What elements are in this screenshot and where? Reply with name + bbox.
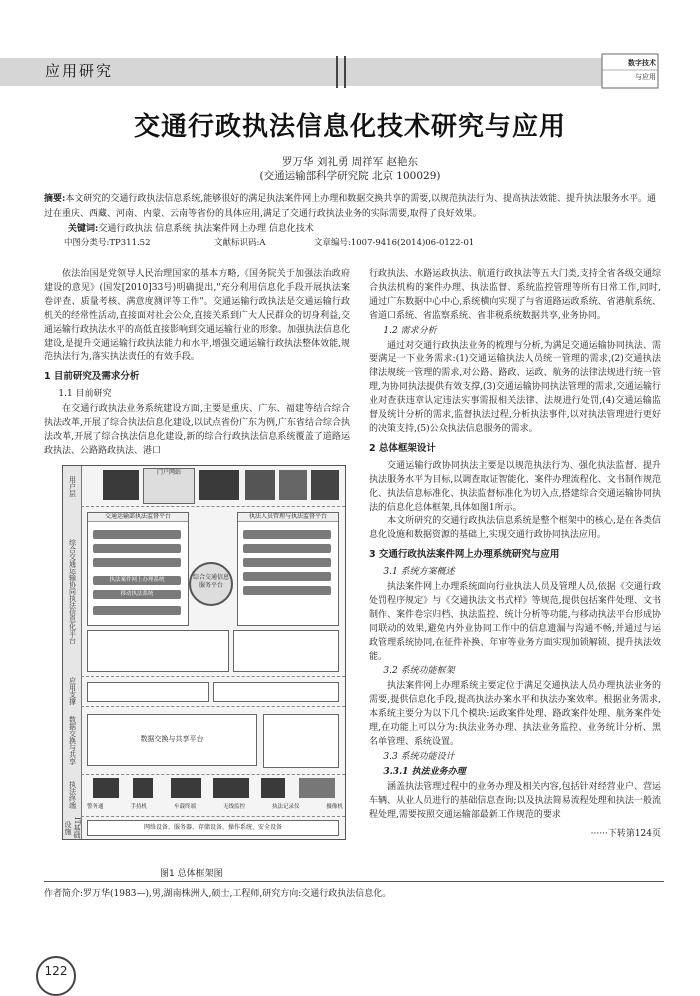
paragraph-1-1: 在交通行政执法业务系统建设方面,主要是重庆、广东、福建等结合综合执法改革,开展了综合执法信息化建设,以试点省份广东为例,广东省结合综合执法改革,开展了综合执法信息化建设,新的综合行政执法信息系统覆盖了道路运政执法、公路路政执法、港口	[44, 404, 350, 456]
device-image	[299, 778, 335, 798]
heading-1-2: 1.2 需求分析	[383, 325, 437, 336]
platform-bar	[243, 558, 331, 567]
center-platform-circle: 综合交通信息服务平台	[189, 562, 233, 606]
device-label: 执法记录仪	[271, 804, 300, 810]
device-image	[261, 778, 285, 798]
user-thumbnail	[311, 470, 339, 500]
keywords-text: 交通行政执法 信息系统 执法案件网上办理 信息化技术	[98, 224, 314, 234]
footnote-rule	[44, 881, 664, 882]
user-thumbnail	[199, 470, 239, 500]
layer-support: 应用支撑	[63, 676, 82, 706]
body-right-column	[369, 268, 661, 842]
heading-3-2: 3.2 系统功能框架	[383, 666, 455, 677]
layer-separator	[81, 774, 345, 775]
device-labels	[87, 802, 343, 810]
support-box	[87, 682, 209, 702]
paragraph-3-1: 执法案件网上办理系统面向行业执法人员及管理人员,依据《交通行政处罚程序规定》与《交通执法文书式样》等规范,提供包括案件处理、文书制作、案件卷宗归档、执法监控、统计分析等功能,与移动执法平台形成协同联动的效果,避免内外业协同工作中的信息遗漏与沟通不畅,并通过与运政管理系统协同,在征件补换、年审等业务方面实现加锁解锁、提升执法效能。	[369, 582, 661, 662]
platform-bar	[243, 530, 331, 539]
device-label: 手持机	[130, 804, 147, 810]
figure-caption: 图1 总体框架图	[160, 869, 223, 879]
body-left-column	[44, 268, 350, 459]
abstract-label: 摘要:	[44, 194, 66, 204]
heading-3: 3 交通行政执法案件网上办理系统研究与应用	[369, 549, 560, 561]
case-system-bar: 执法案件网上办理系统	[93, 576, 181, 585]
device-image	[133, 778, 153, 798]
paragraph-3-2: 执法案件网上办理系统主要定位于满足交通执法人员办理执法业务的需要,提供信息化手段,提高执法办案水平和执法办案效率。根据业务需求,本系统主要分为以下几个模块:运政案件处理、路政案件处理、航务案件处理,在功能上可以分为:执法业务办理、执法业务监控、业务统计分析、黑名单管理、系统设置。	[369, 681, 661, 747]
layer-terminal: 执法终端	[63, 774, 82, 816]
article-number: 文章编号:1007-9416(2014)06-0122-01	[314, 238, 475, 248]
heading-3-1: 3.1 系统方案概述	[383, 567, 455, 578]
affiliation: (交通运输部科学研究院 北京 100029)	[259, 170, 441, 182]
heading-3-3-1: 3.3.1 执法业务办理	[383, 766, 466, 777]
mobile-system-bar: 移动执法系统	[93, 590, 181, 599]
layer-separator	[81, 706, 345, 707]
lower-right-box	[233, 630, 339, 672]
infra-box: 网络设备、服务器、存储设备、操作系统、安全设备	[87, 820, 339, 836]
paragraph-1-2: 通过对交通行政执法业务的梳理与分析,为满足交通运输协同执法、需要满足一下业务需求:(1)交通运输执法人员统一管理的需求,(2)交通执法律法规统一管理的需求,对公路、路政、运政、航务的法律法规进行统一管理,为协同执法提供有效支撑,(3)交通运输协同执法管理的需求,交通运输行业对查获违章认定违法实事需报相关法律、法规进行处罚,(4)交通运输监督及统计分析的需求,监督执法过程,分析执法事件,以对执法管理进行更好的决策支持,(5)公众执法信息服务的需求。	[369, 340, 661, 434]
paragraph-2a: 交通运输行政协同执法主要是以规范执法行为、强化执法监督、提升执法服务水平为目标,以调查取证智能化、案件办理流程化、文书制作规范化、执法信息标准化、执法监督标准化为切入点,搭建综合交通运输协同执法的信息化总体框架,具体如图1所示。	[369, 460, 661, 513]
layer-user: 用户层	[63, 466, 82, 506]
platform-bar	[93, 544, 181, 553]
layer-platform: 综合交通运输协同执法信息化平台	[63, 506, 82, 676]
figure-framework	[62, 465, 346, 840]
paragraph-3-3-1: 涵盖执法管理过程中的业务办理及相关内容,包括针对经营业户、营运车辆、从业人员进行的基础信息查询;以及执法简易流程处理和执法一般流程处理,需要按照交通运输部最新工作规范的要求	[369, 781, 661, 820]
author-list: 罗万华 刘礼勇 周祥军 赵艳东	[281, 156, 418, 168]
heading-1: 1 目前研究及需求分析	[44, 371, 140, 383]
author-footnote: 作者简介:罗万华(1983—),男,湖南株洲人,硕士,工程师,研究方向:交通行政执法信息化。	[44, 889, 392, 899]
user-thumbnail	[103, 470, 139, 500]
heading-2: 2 总体框架设计	[369, 442, 436, 454]
logo-line-1: 数字技术	[628, 58, 656, 67]
support-box	[213, 682, 339, 702]
device-label: 车载终端	[173, 804, 196, 810]
heading-1-1: 1.1 目前研究	[58, 389, 112, 400]
continued-note: ······下转第124页	[590, 829, 661, 840]
device-label: 摄像机	[326, 804, 343, 810]
exchange-platform-box: 数据交换与共享平台	[87, 714, 257, 766]
heading-3-3: 3.3 系统功能设计	[383, 751, 455, 762]
platform-bar	[243, 544, 331, 553]
paragraph-2b: 本文所研究的交通行政执法信息系统是整个框架中的核心,是在各类信息化设施和数据资源的基础上,实现交通行政协同执法应用。	[369, 516, 661, 541]
portal-box: 门户网站	[143, 468, 195, 504]
device-label: 无线监控	[222, 804, 245, 810]
platform-bar	[243, 572, 331, 581]
user-thumbnail	[245, 470, 275, 500]
clc-number: 中图分类号:TP311.52	[64, 238, 151, 248]
device-label: 警务通	[87, 804, 104, 810]
layer-separator	[81, 816, 345, 817]
intro-paragraph: 依法治国是党领导人民治理国家的基本方略,《国务院关于加强法治政府建设的意见》(国发[2010]33号)明确提出,"充分利用信息化手段开展执法案卷评查、质量考核、满意度测评等工作"。交通运输行政执法是交通运输行政机关的经常性活动,直接面对社会公众,直接关系到广大人民群众的切身利益,交通运输行政执法水平的高低直接影响到交通运输行业的形象。加强执法信息化建设,是提升交通运输行政执法能力和水平,增强交通运输行政执法整体效能,规范执法行为,落实执法责任的有效手段。	[44, 269, 351, 363]
layer-exchange: 数据交换与共享	[63, 706, 82, 774]
page-number: 122	[44, 964, 68, 978]
keywords-label: 关键词:	[68, 224, 99, 234]
abstract-text: 本文研究的交通行政执法信息系统,能够很好的满足执法案件网上办理和数据交换共享的需要,以规范执法行为、提高执法效能、提升执法服务水平。通过在重庆、西藏、河南、内蒙、云南等省份的具体应用,满足了交通行政执法业务的实际需要,取得了良好效果。	[44, 194, 657, 219]
platform-bar	[243, 586, 331, 595]
header-divider	[336, 56, 356, 88]
device-image	[213, 778, 249, 798]
device-image	[93, 778, 119, 798]
platform-bar	[93, 606, 181, 615]
document-code: 文献标识码:A	[214, 238, 266, 248]
device-image	[171, 778, 201, 798]
abstract	[44, 192, 660, 237]
user-thumbnail	[279, 470, 307, 500]
left-platform-title: 交通运输部执法监督平台	[88, 513, 188, 522]
lower-left-box	[87, 630, 229, 672]
paragraph-continued: 行政执法、水路运政执法、航道行政执法等五大门类,支持全省各级交通综合执法机构的案件办理、执法监督、系统监控管理等所有日常工作,同时,通过广东数据中心中心,系统横向实现了与省道路运政系统、省港航系统、省道口系统、省监察系统、省非税系统数据共享,业务协同。	[369, 269, 661, 321]
layer-separator	[81, 506, 345, 507]
layer-infra: IT基础设施	[64, 816, 81, 839]
layer-separator	[81, 676, 345, 677]
logo-line-2: 与应用	[635, 73, 656, 81]
right-platform-title: 执法人员管理与执法监督平台	[238, 513, 338, 522]
platform-bar	[93, 530, 181, 539]
section-label: 应用研究	[45, 62, 114, 80]
paper-title: 交通行政执法信息化技术研究与应用	[133, 112, 566, 142]
exchange-side-box	[263, 714, 339, 768]
platform-bar	[93, 558, 181, 567]
journal-logo	[600, 52, 660, 90]
